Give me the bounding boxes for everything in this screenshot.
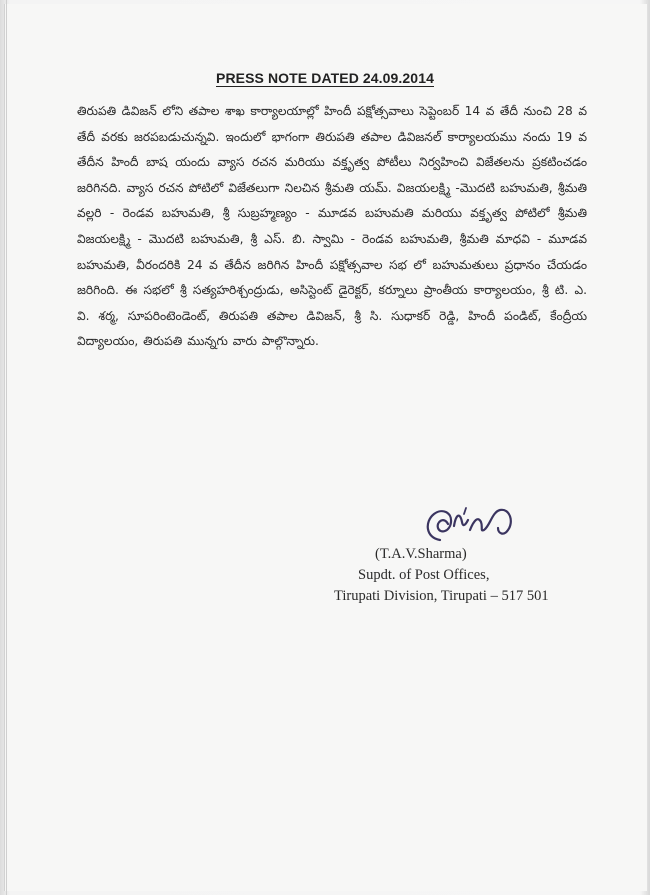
press-note-title-text: PRESS NOTE DATED 24.09.2014 xyxy=(216,70,434,86)
signatory-division: Tirupati Division, Tirupati – 517 501 xyxy=(334,588,549,604)
scan-edge-line xyxy=(6,0,7,895)
signatory-designation: Supdt. of Post Offices, xyxy=(358,567,490,583)
signatory-name: (T.A.V.Sharma) xyxy=(375,546,467,562)
press-note-title xyxy=(0,70,650,86)
press-note-body: తిరుపతి డివిజన్ లోని తపాల శాఖ కార్యాలయాల్లో హిందీ పక్షోత్సవాలు సెప్టెంబర్ 14 వ తేదీ నుంచి 28 వ తేదీ వరకు జరపబడుచున్నవి. ఇందులో భాగంగా తిరుపతి తపాల డివిజనల్ కార్యాలయము నందు 19 వ తేదీన హిందీ బాష యందు వ్యాస రచన మరియు వక్తృత్వ పోటీలు నిర్వహించి విజేతలను ప్రకటించడం జరిగినది. వ్యాస రచన పోటిలో విజేతలుగా నిలచిన శ్రీమతి యమ్. విజయలక్ష్మి -మొదటి బహుమతి, శ్రీమతి వల్లరి - రెండవ బహుమతి, శ్రీ సుబ్రహ్మణ్యం - మూడవ బహుమతి మరియు వక్తృత్వ పోటిలో శ్రీమతి విజయలక్ష్మి - మొదటి బహుమతి, శ్రీ ఎస్. బి. స్వామి - రెండవ బహుమతి, శ్రీమతి మాధవి - మూడవ బహుమతి, వీరందరికి 24 వ తేదీన జరిగిన హిందీ పక్షోత్సవాల సభ లో బహుమతులు ప్రధానం చేయడం జరిగింది. ఈ సభలో శ్రీ సత్యహరిశ్చంద్రుడు, అసిస్టెంట్ డైరెక్టర్, కర్నూలు ప్రాంతీయ కార్యాలయం, శ్రీ టి. ఎ. వి. శర్మ, సూపరింటెండెంట్, తిరుపతి తపాల డివిజన్, శ్రీ సి. సుధాకర్ రెడ్డి, హిందీ పండిట్, కేంద్రీయ విద్యాలయం, తిరుపతి మున్నగు వారు పాల్గొన్నారు. xyxy=(77,104,587,349)
signature-icon xyxy=(418,500,528,550)
